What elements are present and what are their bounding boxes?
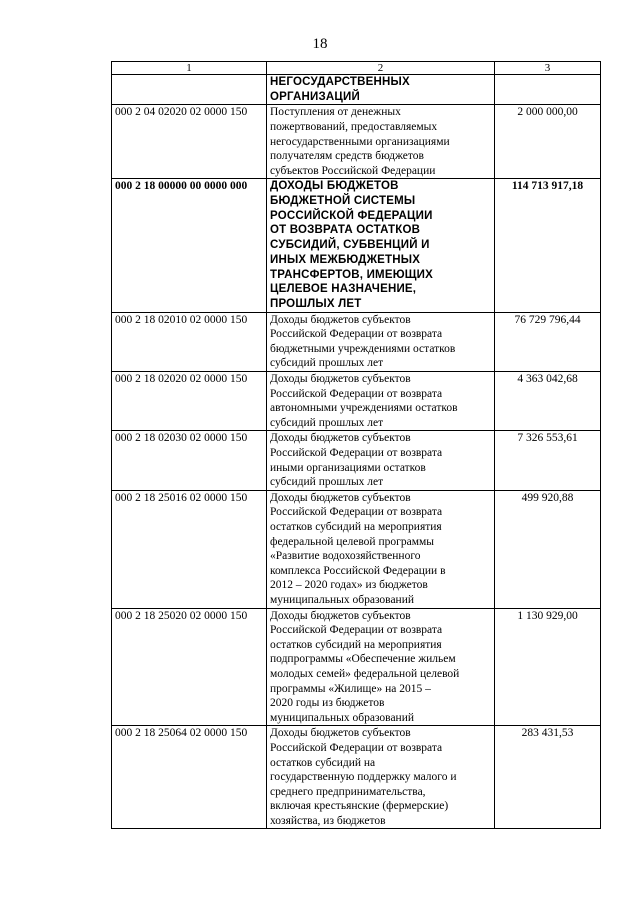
amount-cell: 7 326 553,61 bbox=[495, 431, 601, 490]
header-cell-name: 2 bbox=[267, 62, 495, 75]
revenue-name-line: РОССИЙСКОЙ ФЕДЕРАЦИИ bbox=[270, 209, 433, 222]
amount-cell: 2 000 000,00 bbox=[495, 105, 601, 179]
amount-cell: 499 920,88 bbox=[495, 490, 601, 608]
budget-code-cell: 000 2 18 02010 02 0000 150 bbox=[112, 312, 267, 371]
amount-cell: 283 431,53 bbox=[495, 726, 601, 829]
revenue-name-line: государственную поддержку малого и bbox=[270, 771, 457, 784]
budget-code-cell bbox=[112, 75, 267, 105]
budget-code-cell: 000 2 18 02030 02 0000 150 bbox=[112, 431, 267, 490]
header-cell-code: 1 bbox=[112, 62, 267, 75]
table-row bbox=[112, 431, 601, 490]
revenue-name-line: Российской Федерации от возврата bbox=[270, 328, 443, 341]
revenue-name-line: БЮДЖЕТНОЙ СИСТЕМЫ bbox=[270, 195, 416, 208]
table-row bbox=[112, 75, 601, 105]
table-row bbox=[112, 179, 601, 312]
revenue-name-cell bbox=[267, 105, 495, 179]
revenue-name-line: Российской Федерации от возврата bbox=[270, 741, 443, 754]
budget-code-cell: 000 2 18 25016 02 0000 150 bbox=[112, 490, 267, 608]
revenue-name-line: остатков субсидий на bbox=[270, 756, 376, 769]
revenue-name-line: ОРГАНИЗАЦИЙ bbox=[270, 90, 360, 103]
table-row bbox=[112, 312, 601, 371]
revenue-name-cell bbox=[267, 372, 495, 431]
revenue-name-line: Доходы бюджетов субъектов bbox=[270, 727, 411, 740]
revenue-name-line: Поступления от денежных bbox=[270, 106, 401, 119]
revenue-name-line: негосударственными организациями bbox=[270, 135, 450, 148]
revenue-name-line: субъектов Российской Федерации bbox=[270, 164, 436, 177]
table-row bbox=[112, 372, 601, 431]
revenue-name-cell bbox=[267, 726, 495, 829]
revenue-name-cell bbox=[267, 431, 495, 490]
revenue-name-line: получателям средств бюджетов bbox=[270, 150, 424, 163]
revenue-name-line: НЕГОСУДАРСТВЕННЫХ bbox=[270, 76, 410, 88]
budget-code-cell: 000 2 04 02020 02 0000 150 bbox=[112, 105, 267, 179]
revenue-name-line: программы «Жилище» на 2015 – bbox=[270, 682, 431, 695]
header-cell-amount: 3 bbox=[495, 62, 601, 75]
revenue-name-line: Доходы бюджетов субъектов bbox=[270, 609, 411, 622]
amount-cell: 114 713 917,18 bbox=[495, 179, 601, 312]
revenue-name-line: субсидий прошлых лет bbox=[270, 357, 384, 370]
revenue-name-line: 2012 – 2020 годах» из бюджетов bbox=[270, 579, 428, 592]
revenue-name-line: субсидий прошлых лет bbox=[270, 476, 384, 489]
revenue-name-line: ПРОШЛЫХ ЛЕТ bbox=[270, 298, 362, 310]
revenue-name-line: ОТ ВОЗВРАТА ОСТАТКОВ bbox=[270, 224, 421, 237]
budget-code-cell: 000 2 18 25064 02 0000 150 bbox=[112, 726, 267, 829]
revenue-name-line: субсидий прошлых лет bbox=[270, 416, 384, 429]
revenue-name-line: ЦЕЛЕВОЕ НАЗНАЧЕНИЕ, bbox=[270, 283, 417, 296]
budget-code-cell: 000 2 18 02020 02 0000 150 bbox=[112, 372, 267, 431]
revenue-name-line: хозяйства, из бюджетов bbox=[270, 814, 386, 827]
revenue-name-line: муниципальных образований bbox=[270, 593, 415, 606]
budget-code-cell: 000 2 18 00000 00 0000 000 bbox=[112, 179, 267, 312]
revenue-name-line: Российской Федерации от возврата bbox=[270, 447, 443, 460]
revenue-name-line: комплекса Российской Федерации в bbox=[270, 564, 446, 577]
revenue-name-line: Доходы бюджетов субъектов bbox=[270, 313, 411, 326]
revenue-name-cell bbox=[267, 490, 495, 608]
page-number: 18 bbox=[312, 36, 328, 52]
revenue-name-line: остатков субсидий на мероприятия bbox=[270, 521, 442, 534]
amount-cell bbox=[495, 75, 601, 105]
revenue-name-cell bbox=[267, 312, 495, 371]
table-row bbox=[112, 105, 601, 179]
revenue-name-line: федеральной целевой программы bbox=[270, 535, 434, 548]
table-row bbox=[112, 490, 601, 608]
revenue-name-line: пожертвований, предоставляемых bbox=[270, 121, 438, 133]
amount-cell: 4 363 042,68 bbox=[495, 372, 601, 431]
revenue-name-line: среднего предпринимательства, bbox=[270, 785, 426, 798]
revenue-name-line: Доходы бюджетов субъектов bbox=[270, 491, 411, 504]
revenue-name-line: СУБСИДИЙ, СУБВЕНЦИЙ И bbox=[270, 239, 430, 252]
revenue-name-line: бюджетными учреждениями остатков bbox=[270, 342, 456, 355]
revenue-name-line: «Развитие водохозяйственного bbox=[270, 550, 421, 563]
revenue-name-line: иными организациями остатков bbox=[270, 461, 426, 474]
revenue-name-line: автономными учреждениями остатков bbox=[270, 402, 458, 415]
amount-cell: 1 130 929,00 bbox=[495, 608, 601, 726]
revenue-name-line: Российской Федерации от возврата bbox=[270, 387, 443, 400]
table-header-row bbox=[112, 62, 601, 75]
revenue-name-cell bbox=[267, 75, 495, 105]
revenue-name-line: подпрограммы «Обеспечение жильем bbox=[270, 653, 456, 666]
revenue-name-line: ТРАНСФЕРТОВ, ИМЕЮЩИХ bbox=[270, 268, 434, 281]
revenue-name-line: 2020 годы из бюджетов bbox=[270, 697, 385, 710]
table-row bbox=[112, 608, 601, 726]
table-row bbox=[112, 726, 601, 829]
revenue-name-line: остатков субсидий на мероприятия bbox=[270, 638, 442, 651]
revenue-name-line: Российской Федерации от возврата bbox=[270, 624, 443, 637]
revenue-table bbox=[111, 61, 601, 829]
revenue-name-line: муниципальных образований bbox=[270, 711, 415, 724]
revenue-name-cell bbox=[267, 179, 495, 312]
revenue-name-line: Российской Федерации от возврата bbox=[270, 506, 443, 519]
revenue-name-cell bbox=[267, 608, 495, 726]
revenue-name-line: ИНЫХ МЕЖБЮДЖЕТНЫХ bbox=[270, 253, 421, 266]
revenue-name-line: молодых семей» федеральной целевой bbox=[270, 667, 460, 680]
revenue-name-line: ДОХОДЫ БЮДЖЕТОВ bbox=[270, 180, 399, 193]
amount-cell: 76 729 796,44 bbox=[495, 312, 601, 371]
revenue-name-line: включая крестьянские (фермерские) bbox=[270, 800, 449, 813]
revenue-name-line: Доходы бюджетов субъектов bbox=[270, 373, 411, 386]
revenue-name-line: Доходы бюджетов субъектов bbox=[270, 432, 411, 445]
budget-code-cell: 000 2 18 25020 02 0000 150 bbox=[112, 608, 267, 726]
